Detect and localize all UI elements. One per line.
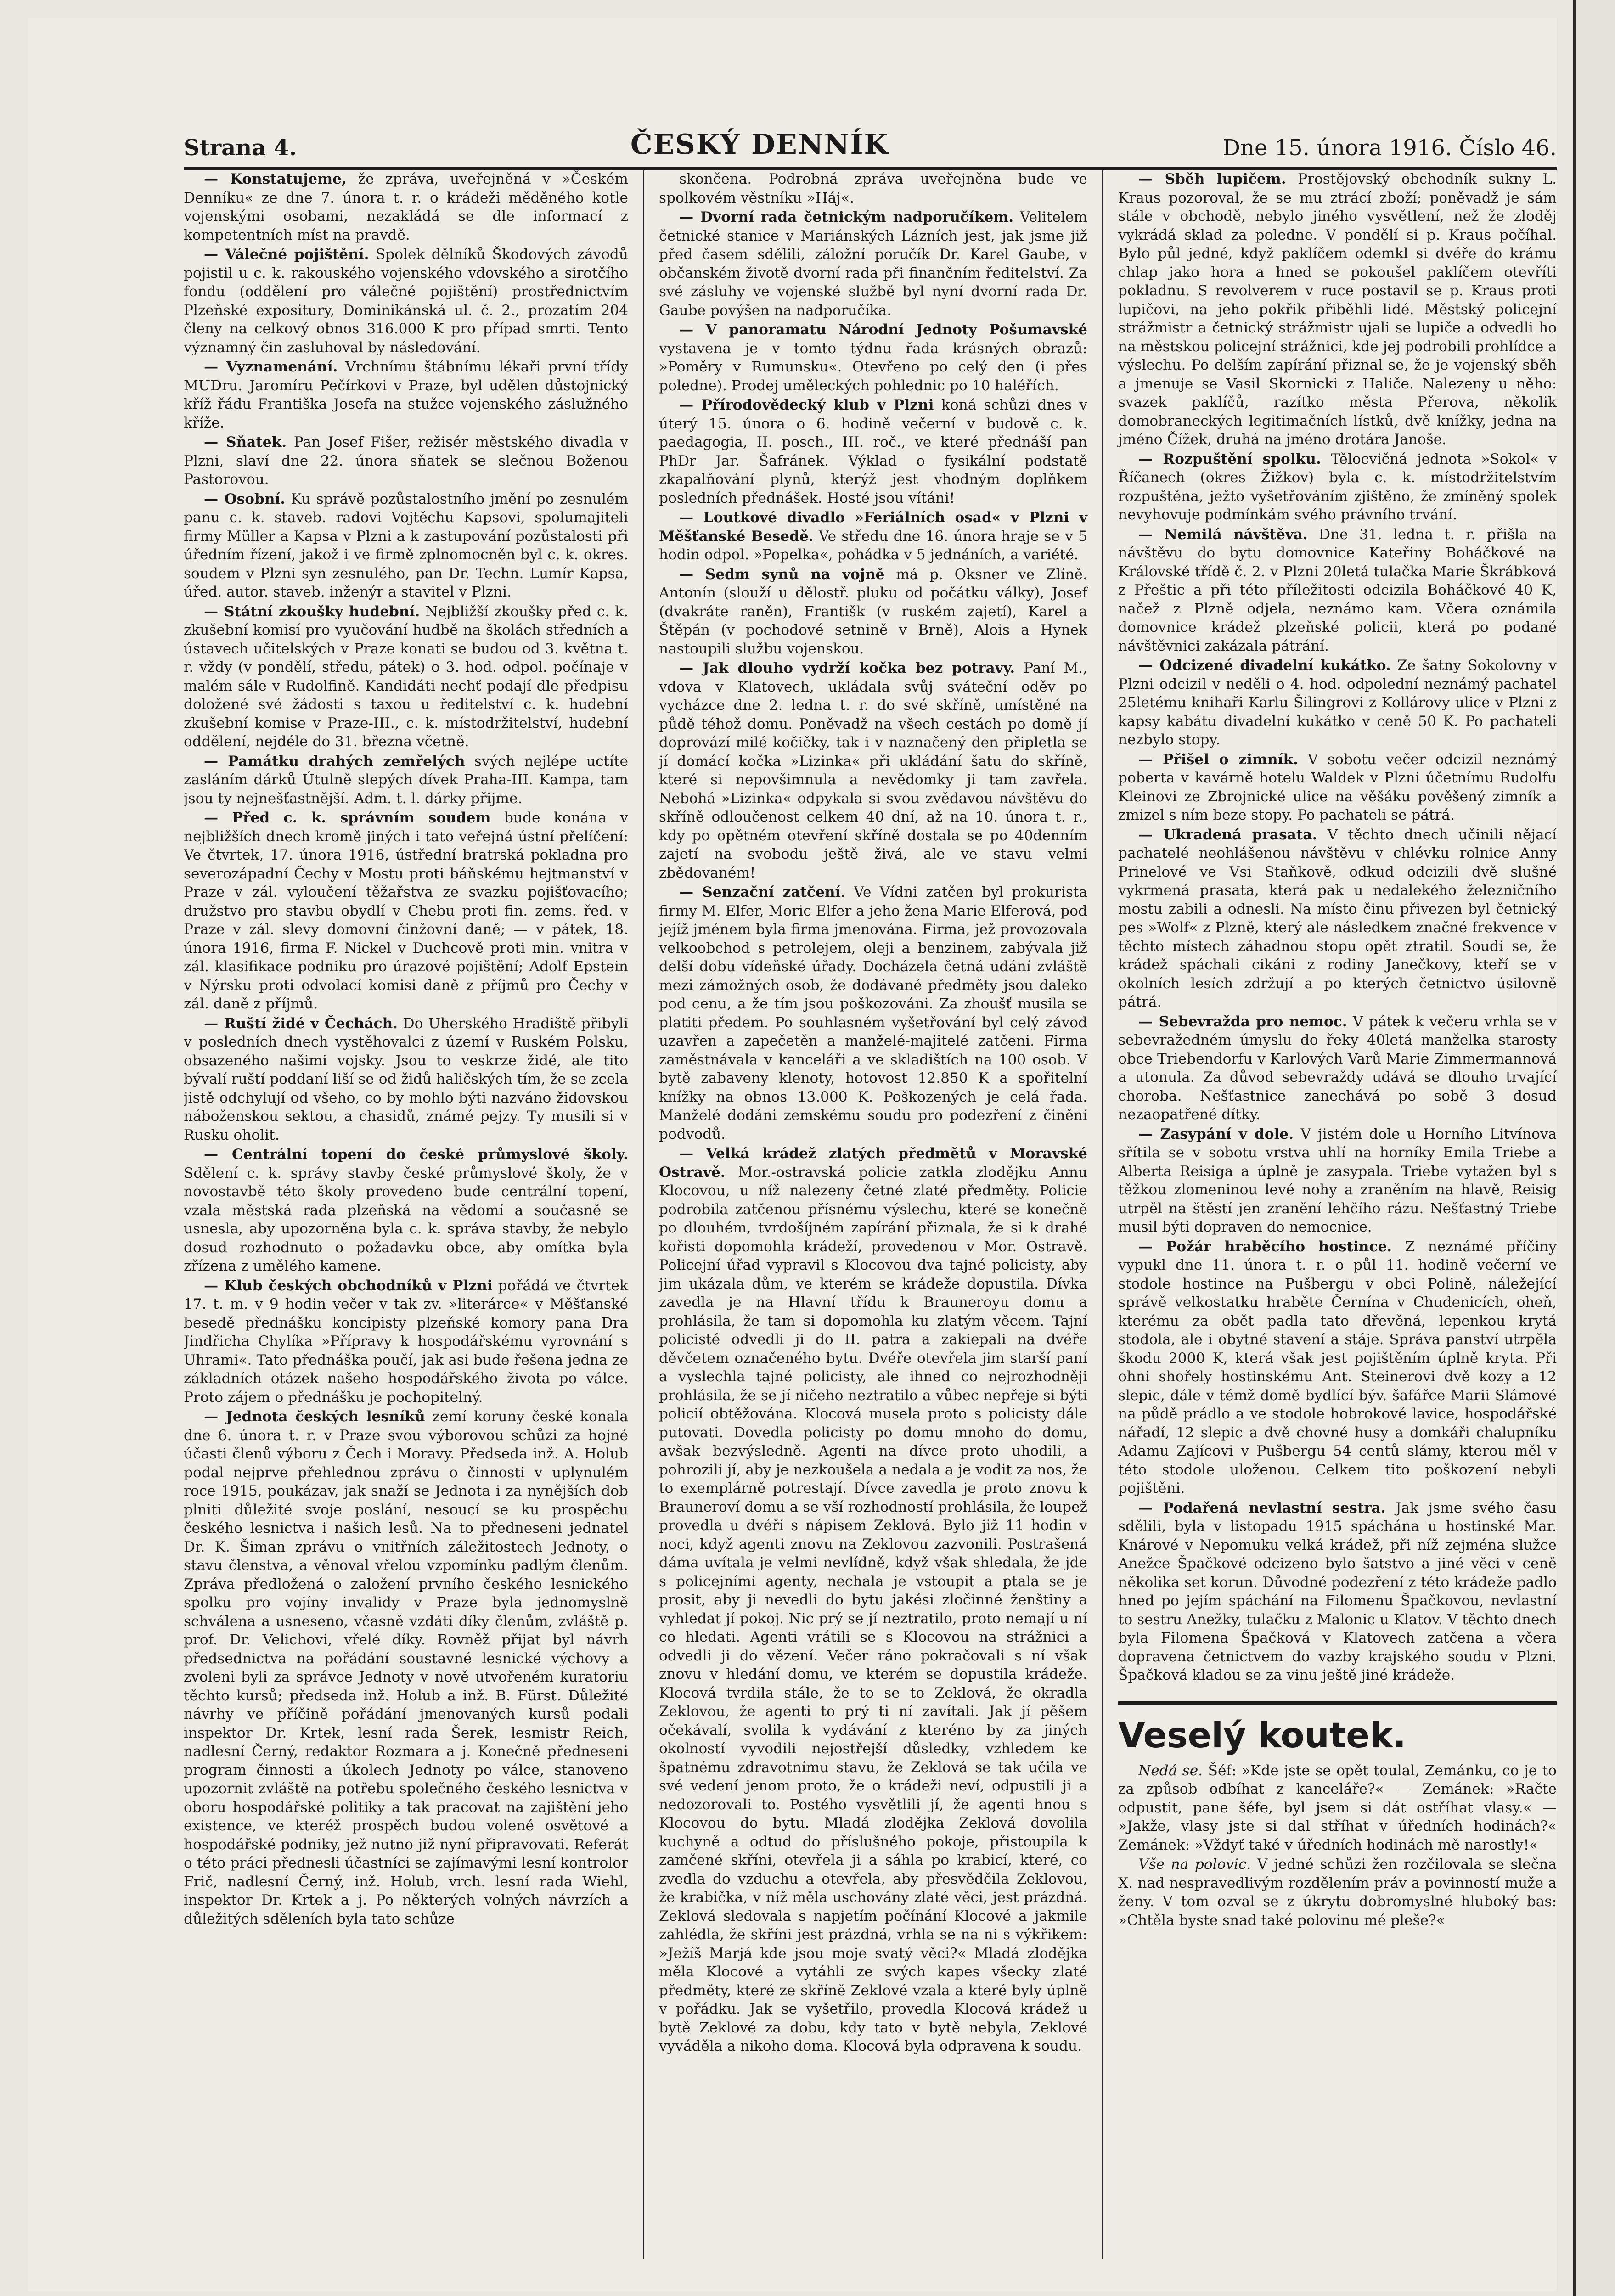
joke xyxy=(1118,1761,1557,1855)
article xyxy=(659,659,1087,882)
article xyxy=(1118,525,1557,656)
joke-title: Vše na polovic. xyxy=(1138,1856,1251,1873)
article-text: V jistém dole u Horního Litvínova sřítila se v sobotu vrstva uhlí na horníky Emila Triebe a Alberta Reisiga a úplně je zasypala. Triebe vytažen byl s těžkou zlomeninou levé nohy a zraněním na hlavě, Reisig utrpěl na štěstí jen zranění lehčího rázu. Nešťastný Triebe musil býti dopraven do nemocnice. xyxy=(1118,1125,1557,1235)
article-text: zemí koruny české konala dne 6. února t. r. v Praze svou výborovou schůzi za hojné účasti členů výboru z Čech i Moravy. Předseda inž. A. Holub podal nejprve přehlednou zprávu o činnosti v uplynulém roce 1915, poukázav, jak snaží se Jednota i za nynějších dob plniti důležité svoje poslání, nesoucí se ku prospěchu českého lesnictva i našich lesů. Na to předneseni jednatel Dr. K. Šiman zprávu o vnitřních záležitostech Jednoty, o stavu členstva, a věnoval vřelou vzpomínku padlým členům. Zpráva předložená o založení prvního českého lesnického spolku pro vojíny invalidy v Praze byla jednomyslně schválena a usneseno, včasně vzdáti díky členům, zvláště p. prof. Dr. Velichovi, vřelé díky. Rovněž přijat byl návrh předsednictva na pořádání soustavné lesnické výchovy a zvoleni byli za správce Jednoty v nově utvořeném kuratoriu těchto kursů; předseda inž. Holub a inž. B. Fürst. Důležité návrhy ve příčině pořádání jmenovaných kursů podali inspektor Dr. Krtek, lesní rada Šerek, lesmistr Reich, nadlesní Černý, redaktor Rozmara a j. Konečně předneseni program činnosti a úkolech Jednoty po válce, stanoveno upozornit zvláště na potřebu společného českého lesnictva v oboru hospodářské politiky a tak pracovat na zajištění jeho existence, ve kteréž prospěch budou volené osvětové a hospodářské podniky, jež nutno již nyní připravovati. Referát o této práci přednesli účastníci se zajímavými lesní kontrolor Frič, nadlesní Černý, inž. Holub, vrch. lesní rada Wiehl, inspektor Dr. Krtek a j. Po některých volných návrzích a důležitých sděleních byla tato schůze xyxy=(184,1408,628,1927)
joke-text: Šéf: »Kde jste se opět toulal, Zemánku, co je to za způsob odbíhat z kanceláře?« — Zemánek: »Račte odpustit, pane šéfe, byl jsem si dát ostříhat vlasy.« — »Jakže, vlasy jste si dal stříhat v úředních hodinách?« Zemánek: »Vždyť také v úředních hodinách mě narostly!« xyxy=(1118,1762,1557,1853)
article-heading: — Požár hraběcího hostince. xyxy=(1138,1238,1392,1255)
article-heading: — Válečné pojištění. xyxy=(204,246,369,263)
article xyxy=(184,1145,628,1276)
column-3 xyxy=(1102,170,1557,2259)
article xyxy=(659,321,1087,395)
article xyxy=(1118,1499,1557,1685)
article-text: Ze šatny Sokolovny v Plzni odcizil v neděli o 4. hod. odpolední neznámý pachatel 25letému knihaři Karlu Šilingrovi z Kollárovy ulice v Plzni z kapsy kabátu divadelní kukátko v ceně 50 K. Po pachateli nezbylo stopy. xyxy=(1118,657,1557,748)
article-text: Ku správě pozůstalostního jmění po zesnulém panu c. k. staveb. radovi Vojtěchu Kapsovi, spolumajiteli firmy Müller a Kapsa v Plzni a k zastupování pozůstalosti při úředním řízení, jakož i ve firmě zplnomocněn byl c. k. okres. soudem v Plzni syn zesnulého, pan Dr. Techn. Lumír Kapsa, úřed. autor. staveb. inženýr a stavitel v Plzni. xyxy=(184,490,628,600)
article xyxy=(659,1144,1087,2056)
article xyxy=(184,245,628,357)
article xyxy=(184,170,628,244)
article-heading: — Odcizené divadelní kukátko. xyxy=(1138,657,1391,674)
article-text: Prostějovský obchodník sukny L. Kraus pozoroval, že se mu ztrácí zboží; poněvadž je sám stále v obchodě, nebylo jiného vysvětlení, než že zloděj vykrádá sklad za poledne. V pondělí si p. Kraus počíhal. Bylo půl jedné, když paklíčem odemkl si dvéře do krámu chlap jako hora a hned se pokoušel paklíčem otevříti pokladnu. S revolverem v ruce postavil se p. Kraus proti lupičovi, na jeho pokřik přiběhli lidé. Městský policejní strážmistr a četnický strážmistr ujali se lupiče a odvedli ho na městskou policejní strážnici, kde jej podrobili prohlídce a výslechu. Po delším zapírání přiznal se, že je vojenský sběh a jmenuje se Vasil Skornicki z Haliče. Nalezeny u něho: svazek paklíčů, razítko města Přerova, několik domobraneckých legitimačních lístků, dvě knížky, jedna na jméno Čížek, druhá na jméno drotára Janoše. xyxy=(1118,171,1557,448)
article xyxy=(184,809,628,1013)
article-heading: — Přírodovědecký klub v Plzni xyxy=(679,397,934,413)
article xyxy=(659,170,1087,207)
masthead xyxy=(184,119,1557,170)
article-heading: — Památku drahých zemřelých xyxy=(204,753,465,770)
article-heading: — Velká krádež zlatých předmětů v Moravské Ostravě. xyxy=(659,1145,1087,1181)
article xyxy=(184,490,628,602)
column-2 xyxy=(643,170,1102,2259)
article xyxy=(659,565,1087,658)
article-heading: — Senzační zatčení. xyxy=(679,884,846,900)
article-text: Nejbližší zkoušky před c. k. zkušební komisí pro vyučování hudbě na školách středních a ústavech učitelských v Praze konati se budou od 3. května t. r. vždy (v pondělí, středu, pátek) o 3. hod. odpol. počínaje v malém sále v Rudolfině. Kandidáti nechť podají dle předpisu doložené své žádosti s taxou u ředitelství c. k. hudební zkušební komise v Praze-III., c. k. místodržitelství, hudební oddělení, nejdéle do 31. března včetně. xyxy=(184,603,628,750)
article xyxy=(1118,170,1557,449)
article xyxy=(659,208,1087,320)
article xyxy=(184,602,628,751)
article-heading: — Dvorní rada četnickým nadporučíkem. xyxy=(679,209,1014,225)
article-heading: — Přišel o zimník. xyxy=(1138,751,1298,768)
article xyxy=(184,433,628,489)
article-heading: — Sebevražda pro nemoc. xyxy=(1138,1013,1347,1030)
article-heading: — Státní zkoušky hudební. xyxy=(204,603,420,620)
article xyxy=(184,358,628,432)
article xyxy=(1118,1013,1557,1124)
article-text: V těchto dnech učinili nějací pachatelé neohlášenou návštěvu v chlévku rolnice Anny Prinelové ve Vsi Staňkově, odkud odcizili dvě slušné vykrmená prasata, která pak u nedalekého železničního mostu zabili a odnesli. Na místo činu přivezen byl četnický pes »Wolf« z Plzně, který ale následkem značné frekvence v těchto místech záhadnou stopu opět ztratil. Soudí se, že krádež spáchali cikáni z rodiny Janečkovy, kteří se v okolních lesích zdržují a po kterých četnictvo úsilovně pátrá. xyxy=(1118,826,1557,1010)
article-heading: — Nemilá návštěva. xyxy=(1138,526,1308,543)
article-text: Pan Josef Fišer, režisér městského divadla v Plzni, slaví dne 22. února sňatek se slečnou Boženou Pastorovou. xyxy=(184,434,628,488)
article-heading: — Ruští židé v Čechách. xyxy=(204,1015,398,1032)
article xyxy=(184,752,628,808)
article-text: Velitelem četnické stanice v Mariánských Lázních jest, jak jsme již před časem sdělili, záložní poručík Dr. Karel Gaube, v občanském životě dvorní rada při finančním ředitelství. Za své zásluhy ve vojenské službě byl nyní dvorní rada Dr. Gaube povýšen na nadporučíka. xyxy=(659,209,1087,319)
article-text: že zpráva, uveřejněná v »Českém Denníku« ze dne 7. února t. r. o krádeži měděného kotle vojenskými osobami, nezakládá se dle informací z kompetentních míst na pravdě. xyxy=(184,171,628,243)
article xyxy=(659,508,1087,564)
joke-text: V jedné schůzi žen rozčilovala se slečna X. nad nespravedlivým rozdělením práv a povinností muže a ženy. V tom ozval se z úkrytu dobromyslné hluboký bas: »Chtěla byste snad také polovinu mé pleše?« xyxy=(1118,1856,1557,1929)
article-heading: — Vyznamenání. xyxy=(204,359,338,375)
article-text: Do Uherského Hradiště přibyli v posledních dnech vystěhovalci z území v Ruském Polsku, obsazeného našimi vojsky. Jsou to veskrze židé, ale tito bývalí ruští poddaní liší se od židů haličských tím, že se zcela jistě odchylují od všeho, co by mohlo býti nazváno židovskou náboženskou sektou, a chasidů, známé pejzy. Ty musili si v Rusku oholit. xyxy=(184,1015,628,1143)
article-heading: — Centrální topení do české průmyslové školy. xyxy=(204,1146,628,1163)
article xyxy=(1118,656,1557,749)
article-text: koná schůzi dnes v úterý 15. února o 6. hodině večerní v budově c. k. paedagogia, II. posch., III. roč., ve které přednáší pan PhDr Jar. Šafránek. Výklad o fysikální podstatě zkapalňování plynů, kterýž jest vhodným doplňkem posledních přednášek. Hosté jsou vítáni! xyxy=(659,397,1087,506)
article xyxy=(1118,450,1557,524)
newspaper-title: ČESKÝ DENNÍK xyxy=(630,129,889,161)
article-heading: — Jak dlouho vydrží kočka bez potravy. xyxy=(679,660,1015,676)
article-text: Vrchnímu štábnímu lékaři první třídy MUDru. Jaromíru Pečírkovi v Praze, byl udělen důstojnický kříž řádu Františka Josefa na stužce vojenského záslužného kříže. xyxy=(184,359,628,431)
article xyxy=(1118,826,1557,1012)
article-heading: — Jednota českých lesníků xyxy=(204,1408,425,1425)
article-text: bude konána v nejbližších dnech kromě jiných i tato veřejná ústní přelíčení: Ve čtvrtek, 17. února 1916, ústřední bratrská pokladna pro severozápadní Čechy v Mostu proti báňskému hejtmanství v Praze v zál. vyloučení těžařstva ze svazku pojišťovacího; družstvo pro stavbu obydlí v Chebu proti fin. zems. řed. v Praze v zál. slevy domovní činžovní daně; — v pátek, 18. února 1916, firma F. Nickel v Duchcově proti min. vnitra v zál. klasifikace podniku pro úrazové pojištění; Adolf Epstein v Nýrsku proti odvolací komisi daně z příjmů pro Čechy v zál. daně z příjmů. xyxy=(184,810,629,1012)
article-text: Sdělení c. k. správy stavby české průmyslové školy, že v novostavbě této školy provedeno bude centrální topení, vzala městská rada plzeňská na vědomí a současně se usnesla, aby upozorněna byla c. k. správa stavby, že nebylo dosud rozhodnuto o požadavku obce, aby omítka byla zřízena z umělého kamene. xyxy=(184,1165,628,1274)
article-text: V pátek k večeru vrhla se v sebevražedném úmyslu do řeky 40letá manželka starosty obce Triebendorfu v Karlových Varů Marie Zimmermannová a utonula. Za důvod sebevraždy udává se dlouho trvající choroba. Nešťastnice zanechává po sobě 3 dosud nezaopatřené dítky. xyxy=(1118,1013,1557,1123)
article xyxy=(184,1014,628,1145)
article xyxy=(1118,1125,1557,1237)
page-number: Strana 4. xyxy=(184,135,297,161)
issue-date: Dne 15. února 1916. Číslo 46. xyxy=(1222,135,1557,161)
article-text: Jak jsme svého času sdělili, byla v listopadu 1915 spáchána u hostinské Mar. Knárové v Nepomuku velká krádež, při níž zejména služce Anežce Špačkové odcizeno bylo šatstvo a jiné věci v ceně několika set korun. Důvodné podezření z této krádeže padlo hned po jejím spáchání na Filomenu Špačkovou, nevlastní to sestru Anežky, tulačku z Malonic u Klatov. V těchto dnech byla Filomena Špačková v Klatovech zatčena a včera dopravena četnictvem do vazby krajského soudu v Plzni. Špačková kladou se za vinu ještě jiné krádeže. xyxy=(1118,1499,1557,1683)
article-heading: — Rozpuštění spolku. xyxy=(1138,450,1321,467)
adjacent-page-edge xyxy=(1573,0,1615,2296)
article-text: Paní M., vdova v Klatovech, ukládala svůj sváteční oděv po vycházce dne 2. ledna t. r. do své skříně, umístěné na půdě téhož domu. Poněvadž na všech cestách po domě jí doprovází milé kočičky, tak i v naznačený den připletla se jí domácí kočka »Lizinka« při ukládání šatu do skříně, které si nepovšimnula a nevědomky ji tam zavřela. Nebohá »Lizinka« odpykala si svou zvědavou návštěvu do skříně odloučenost celkem 40 dní, až na 10. února t. r., kdy po opětném otevření skříně dostala se po 40denním zajetí na svobodu ještě živá, ale ve stavu velmi zbědovaném! xyxy=(659,660,1088,881)
vesely-koutek-heading: Veselý koutek. xyxy=(1118,1701,1557,1756)
article xyxy=(1118,1238,1557,1498)
joke xyxy=(1118,1855,1557,1930)
article xyxy=(184,1407,628,1928)
article-heading: — Sběh lupičem. xyxy=(1138,171,1286,187)
article-heading: — Podařená nevlastní sestra. xyxy=(1138,1499,1386,1516)
article-heading: — Zasypání v dole. xyxy=(1138,1125,1294,1142)
article-heading: — Ukradená prasata. xyxy=(1138,826,1317,843)
article-text: pořádá ve čtvrtek 17. t. m. v 9 hodin večer v tak zv. »literárce« v Měšťanské besedě přednášku koncipisty plzeňské komory pana Dra Jindřicha Chylíka »Přípravy k hospodářskému vyrovnání s Uhrami«. Tato přednáška poučí, jak asi bude řešena jedna ze základních otázek našeho hospodářského života po válce. Proto zájem o přednášku je pochopitelný. xyxy=(184,1277,628,1406)
article-heading: — Konstatujeme, xyxy=(204,171,347,187)
article-text: Ve středu dne 16. února hraje se v 5 hodin odpol. »Popelka«, pohádka v 5 jednáních, a variété. xyxy=(659,528,1087,563)
article-text: Spolek dělníků Škodových závodů pojistil u c. k. rakouského vojenského vdovského a sirotčího fondu (oddělení pro válečné pojištění) prostřednictvím Plzeňské expositury, Dominikánská ul. č. 2., prozatím 204 členy na celkový obnos 316.000 K pro případ smrti. Tento významný čin zasluhoval by následování. xyxy=(184,246,628,356)
article-text: Dne 31. ledna t. r. přišla na návštěvu do bytu domovnice Kateřiny Boháčkové na Královské třídě č. 2. v Plzni 20letá tulačka Marie Škrábková z Přeštic a při této příležitosti odcizila Boháčkové 40 K, načež z Plzně odjela, neznámo kam. Včera oznámila domovnice krádež plzeňské policii, která po podané návštěvnici zakázala pátrání. xyxy=(1118,526,1557,654)
column-1 xyxy=(184,170,643,2259)
article-text: vystavena je v tomto týdnu řada krásných obrazů: »Poměry v Rumunsku«. Otevřeno po celý den (i přes poledne). Prodej uměleckých pohlednic po 10 haléřích. xyxy=(659,340,1087,394)
article xyxy=(659,396,1087,507)
article-columns xyxy=(184,170,1557,2259)
joke-title: Nedá se. xyxy=(1138,1762,1203,1779)
article-text: Ve Vídni zatčen byl prokurista firmy M. Elfer, Moric Elfer a jeho žena Marie Elferová, pod jejíž jménem byla firma jmenována. Firma, jež provozovala velkoobchod s petrolejem, oleji a benzinem, zabývala již delší dobu vídeňské úřady. Docházela četná udání zvláště mezi zámožných osob, že dodávané předměty jsou daleko pod cenu, a že tím jsou poškozováni. Za zhoušť musila se platiti předem. Po souhlasném vyšetřování byl celý závod uzavřen a zapečetěn a manželé-majitelé zatčeni. Firma zaměstnávala v kanceláři a ve skladištích na 100 osob. V bytě zabaveny klenoty, hotovost 12.850 K a spořitelní knížky na obnos 13.000 K. Poškozených je celá řada. Manželé dodáni zemskému soudu pro podezření z činění podvodů. xyxy=(659,884,1088,1142)
article xyxy=(659,883,1087,1143)
article-heading: — Sňatek. xyxy=(204,434,287,450)
article-text: skončena. Podrobná zpráva uveřejněna bude ve spolkovém věstníku »Háj«. xyxy=(659,171,1087,206)
article xyxy=(184,1277,628,1407)
article-text: svých nejlépe uctíte zasláním dárků Útulně slepých dívek Praha-III. Kampa, tam jsou ty nejnešťastnější. Adm. t. l. dárky přijme. xyxy=(184,753,628,807)
article-text: Z neznámé příčiny vypukl dne 11. února t. r. o půl 11. hodině večerní ve stodole hostince na Pušbergu v obci Polině, náležející správě velkostatku hraběte Černína v Chudenicích, oheň, kterému za obět padla tato dřevěná, lepenkou krytá stodola, ale i obytné stavení a stáje. Správa panství utrpěla škodu 2000 K, která však jest pojištěním úplně kryta. Při ohni shořely hostinskému Ant. Steinerovi dvě kozy a 12 slepic, dále v témž domě bydlící býv. šafářce Marii Slámové na půdě prádlo a ve stodole hobrokové lavice, hospodářské nářadí, 12 slepic a dvě chovné husy a domkáři chalupníku Adamu Zajícovi v Pušbergu 54 centů slámy, kterou měl v této stodole uloženou. Celkem tito poškození nebyli pojištěni. xyxy=(1118,1238,1557,1497)
article-heading: — Loutkové divadlo »Feriálních osad« v Plzni v Měšťanské Besedě. xyxy=(659,509,1087,545)
article-text: má p. Oksner ve Zlíně. Antonín (slouží u dělostř. pluku od počátku války), Josef (dvakráte raněn), Františk (v ruském zajetí), Karel a Štěpán (v pochodové setnině v Brně), Alois a Hynek nastoupili službu vojenskou. xyxy=(659,566,1087,657)
article-text: Mor.-ostravská policie zatkla zlodějku Annu Klocovou, u níž nalezeny četné zlaté předměty. Policie podrobila zatčenou přísnému výslechu, které se konečně po dlouhém, tvrdošíjném zapírání přiznala, že si k drahé kořisti dopomohla krádeží, provedenou v Mor. Ostravě. Policejní úřad vypravil s Klocovou dva tajné policisty, aby jim ukázala dům, ve kterém se krádeže dopustila. Dívka zavedla je na Hlavní třídu k Brauneroyu domu a prohlásila, že tam si dopomohla ku zlatým věcem. Tajní policisté odvedli ji do II. patra a zakiepali na dvéře děvčetem označeného bytu. Dvéře otevřela jim starší paní a vyslechla tajné policisty, ale ihned co nejrozhodněji prohlásila, že se jí ničeho neztratilo a vůbec nepřeje si býti policií obtěžována. Klocová musela proto s policisty dále putovati. Dovedla policisty po domu mnoho do domu, avšak bezvýsledně. Agenti na dívce proto uhodili, a pohrozili jí, aby je nezkoušela a nedala a je vodit za nos, že to exemplárně potrestají. Dívce zavedla je proto znovu k Brauneroví domu a se vší rozhodností prohlásila, že loupež provedla u dvéří s nápisem Zeklová. Bylo již 11 hodin v noci, když agenti znovu na Zeklovou zazvonili. Postrašená dáma uvítala je velmi nevlídně, když však shledala, že jde s policejními agenty, nechala je vstoupit a ptala se je prosit, aby ji nevedli do bytu jakési zločinné ženštiny a vyhledat jí pokoj. Nic prý se jí neztratilo, proto nemají u ní co hledati. Agenti vrátili se s Klocovou na strážnici a odvedli ji do vězení. Večer ráno pokračovali s ní však znovu v hledání domu, ve kterém se dopustila krádeže. Klocová tvrdila stále, že to se to Zeklová, že okradla Zeklovou, že agenti to prý ti ní zavítali. Jak jí pěšem očekávalí, svolila k vydávání z kteréno by za jiných okolností vyvodili nejostřejší důsledky, vzhledem ke špatnému zdravotnímu stavu, že Zeklová se tak učila ve své vedení jenom proto, že o krádeži neví, odpustili ji a nedozorovali to. Postého vysvětlili jí, že agenti hnou s Klocovou do bytu. Mladá zlodějka Zeklová dovolila kuchyně a odtud do příslušného pokoje, přistoupila k zamčené skříni, otevřela ji a sáhla po krabicí, které, co zvedla do vzduchu a otevřela, aby přesvědčila Zeklovou, že krabička, v níž měla uschovány zlaté věci, jest prázdná. Zeklová sledovala s napjetím počínání Klocové a jakmile zahlédla, že skříni jest prázdná, vrhla se na ni s výkřikem: »Ježíš Marjá kde jsou moje svatý věci?« Mladá zlodějka měla Klocové a vytáhli ze svých kapes všecky zlaté předměty, které ze skříně Zeklové vzala a které byly úplně v pořádku. Jak se vyšetřilo, provedla Klocová krádež u bytě Zeklové za dobu, kdy tato v bytě nebyla, Zeklové vyváděla a nikoho doma. Klocová byla odpravena k soudu. xyxy=(659,1164,1087,2054)
article-text: V sobotu večer odcizil neznámý poberta v kavárně hotelu Waldek v Plzni účetnímu Rudolfu Kleinovi ze Zbrojnické ulice na věšáku pověšený zimník a zmizel s ním beze stopy. Po pachateli se pátrá. xyxy=(1118,751,1557,823)
article-text: Tělocvičná jednota »Sokol« v Říčanech (okres Žižkov) byla c. k. místodržitelstvím rozpuštěna, ježto vyšetřováním zjištěno, že zmíněný spolek nevyhovuje podmínkám svého právního trvání. xyxy=(1118,450,1557,523)
article-heading: — V panoramatu Národní Jednoty Pošumavské xyxy=(679,321,1087,338)
column-3-articles xyxy=(1118,170,1557,1685)
newspaper-page xyxy=(28,18,1557,2291)
article-heading: — Klub českých obchodníků v Plzni xyxy=(204,1277,493,1294)
article-heading: — Před c. k. správním soudem xyxy=(204,810,491,826)
article-heading: — Sedm synů na vojně xyxy=(679,566,885,583)
article-heading: — Osobní. xyxy=(204,490,286,507)
vesely-koutek-section xyxy=(1118,1701,1557,1930)
vesely-koutek-items xyxy=(1118,1761,1557,1930)
article xyxy=(1118,750,1557,825)
